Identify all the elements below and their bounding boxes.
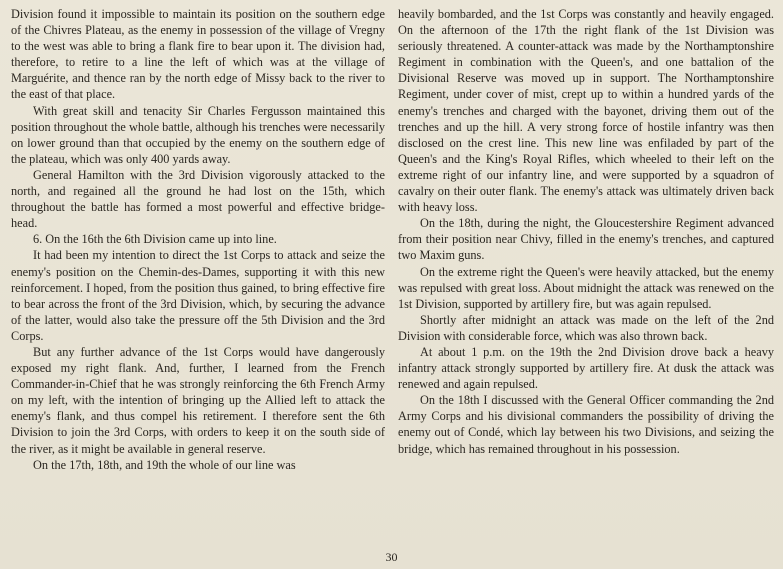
paragraph: heavily bombarded, and the 1st Corps was constantly and heavily engaged. On the afternoon of the 17th the right flank of the 1st Division was seriously threatened. A counter-attack was made by the Northamptonshire Regiment in combination with the Queen's, and one battalion of the Divisional Reserve was moved up in support. The Northamptonshire Regiment, under cover of mist, crept up to within a hundred yards of the enemy's trenches and charged with the bayonet, driving them out of the trenches and up the hill. A very strong force of hostile infantry was then disclosed on the crest line. This new line was enfiladed by part of the Queen's and the King's Royal Rifles, which wheeled to their left on the extreme right of our infantry line, and were supported by a squadron of cavalry on their outer flank. The enemy's attack was ultimately driven back with heavy loss. [398, 7, 774, 215]
paragraph: Shortly after midnight an attack was made on the left of the 2nd Division with considerable force, which was also thrown back. [398, 312, 774, 343]
paragraph: On the extreme right the Queen's were heavily attacked, but the enemy was repulsed with great loss. About midnight the attack was renewed on the 1st Division, supported by artillery fire, but was again repulsed. [398, 264, 774, 311]
paragraph: General Hamilton with the 3rd Division vigorously attacked to the north, and regained all the ground he had lost on the 15th, which throughout the battle has formed a most powerful and effective bridge-head. [11, 167, 385, 231]
paragraph: On the 18th I discussed with the General Officer commanding the 2nd Army Corps and his divisional commanders the possibility of driving the enemy out of Condé, which lay between his two Divisions, and seizing the bridge, which has remained throughout in his possession. [398, 393, 774, 456]
paragraph: On the 17th, 18th, and 19th the whole of our line was [33, 457, 296, 472]
paragraph: 6. On the 16th the 6th Division came up into line. [33, 232, 277, 247]
paragraph: At about 1 p.m. on the 19th the 2nd Division drove back a heavy infantry attack strongly supported by artillery fire. At dusk the attack was renewed and again repulsed. [398, 344, 774, 392]
paragraph: It had been my intention to direct the 1st Corps to attack and seize the enemy's position on the Chemin-des-Dames, supporting it with this new reinforcement. I hoped, from the position thus gained, to bring effective fire to bear across the front of the 3rd Division, which, by securing the advance of the latter, would also take the pressure off the 5th Division and the 3rd Corps. [11, 248, 385, 343]
paragraph: But any further advance of the 1st Corps would have dangerously exposed my right flank. And, further, I learned from the French Commander-in-Chief that he was strongly reinforcing the 6th French Army on my left, with the intention of bringing up the Allied left to attack the enemy's flank, and thus compel his retirement. I therefore sent the 6th Division to join the 3rd Corps, with orders to keep it on the south side of the river, as it might be available in general reserve. [11, 344, 385, 456]
paragraph: On the 18th, during the night, the Gloucestershire Regiment advanced from their position near Chivy, filled in the enemy's trenches, and captured two Maxim guns. [398, 216, 774, 263]
paragraph: Division found it impossible to maintain its position on the southern edge of the Chivres Plateau, as the enemy in possession of the village of Vregny to the west was able to bring a flank fire to bear upon it. The division had, therefore, to retire to a line the left of which was at the village of Marguérite, and thence ran by the north edge of Missy back to the river to the east of that place. [11, 7, 385, 102]
right-column [398, 6, 774, 457]
left-column [11, 6, 385, 473]
paragraph: With great skill and tenacity Sir Charles Fergusson maintained this position throughout the whole battle, although his trenches were necessarily on lower ground than that occupied by the enemy on the southern edge of the plateau, which was only 400 yards away. [11, 103, 385, 166]
page-number: 30 [385, 550, 398, 564]
